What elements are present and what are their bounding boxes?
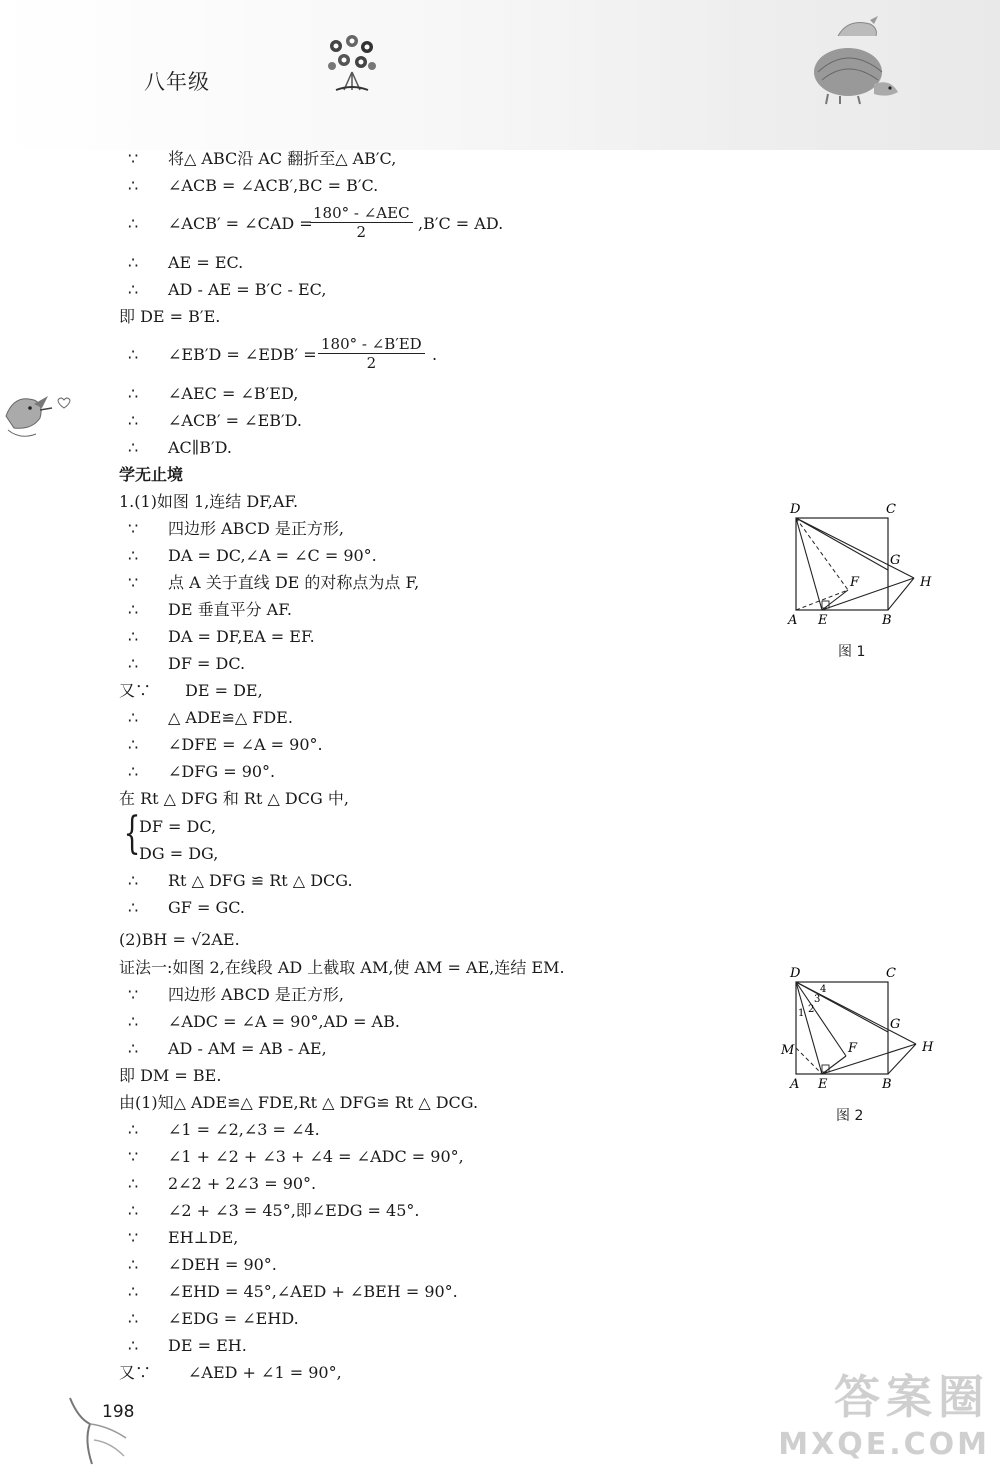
segment-dh	[796, 518, 914, 578]
line-text: DA = DC,∠A = ∠C = 90°.	[168, 546, 377, 565]
line-text: ∠1 = ∠2,∠3 = ∠4.	[168, 1120, 320, 1139]
line-symbol: ∴	[128, 546, 139, 565]
label-E: E	[818, 613, 828, 628]
square-abcd	[796, 982, 888, 1074]
line-symbol: ∴	[128, 214, 139, 233]
label-B: B	[882, 1077, 892, 1092]
flower-decoration-icon	[322, 32, 382, 94]
label-A: A	[790, 1077, 800, 1092]
line-symbol: ∴	[128, 1174, 139, 1193]
figure-2-caption: 图 2	[836, 1108, 864, 1124]
line-text: .	[432, 345, 438, 364]
line-symbol: 又∵	[119, 681, 152, 700]
segment-de	[796, 518, 822, 610]
label-E: E	[818, 1077, 828, 1092]
line-symbol: ∴	[128, 1120, 139, 1139]
system-brace: {	[123, 808, 141, 859]
label-F: F	[848, 1041, 858, 1056]
fraction-numerator: 180° - ∠AEC	[313, 204, 410, 222]
line-text: 点 A 关于直线 DE 的对称点为点 F,	[168, 573, 420, 592]
line-text: DG = DG,	[139, 844, 219, 863]
watermark	[778, 1361, 990, 1462]
label-angle-3: 3	[814, 994, 821, 1005]
line-text: ∠DFG = 90°.	[168, 762, 276, 781]
label-D: D	[790, 966, 801, 981]
label-H: H	[922, 1040, 934, 1055]
line-text: DE = EH.	[168, 1336, 247, 1355]
line-text: ∠EB′D = ∠EDB′ =	[168, 345, 317, 364]
page-number: 198	[102, 1402, 135, 1422]
fraction-1	[310, 204, 413, 241]
segment-df-dashed	[796, 518, 848, 590]
line-symbol: ∵	[128, 1228, 139, 1247]
line-text: AD - AM = AB - AE,	[168, 1039, 327, 1058]
label-angle-2: 2	[808, 1004, 815, 1015]
label-G: G	[890, 1017, 901, 1032]
figure-1-diagram	[784, 498, 944, 630]
line-symbol: ∴	[128, 600, 139, 619]
label-F: F	[850, 575, 860, 590]
line-symbol: ∵	[128, 985, 139, 1004]
line-symbol: ∴	[128, 735, 139, 754]
line-text: 1.(1)如图 1,连结 DF,AF.	[119, 492, 299, 511]
line-text: ∠ADC = ∠A = 90°,AD = AB.	[168, 1012, 400, 1031]
line-text: GF = GC.	[168, 898, 245, 917]
segment-eh	[822, 578, 914, 610]
line-symbol: ∴	[128, 280, 139, 299]
line-symbol: ∴	[128, 1012, 139, 1031]
line-symbol: ∴	[128, 384, 139, 403]
line-text: (2)BH = √2AE.	[119, 930, 240, 949]
line-symbol: ∴	[128, 1336, 139, 1355]
line-symbol: ∴	[128, 1201, 139, 1220]
figure-2-diagram	[778, 962, 944, 1094]
line-symbol: ∴	[128, 1282, 139, 1301]
line-text: ∠ACB = ∠ACB′,BC = B′C.	[168, 176, 379, 195]
line-symbol: ∴	[128, 762, 139, 781]
line-text: ∠2 + ∠3 = 45°,即∠EDG = 45°.	[168, 1201, 420, 1220]
line-text: ∠1 + ∠2 + ∠3 + ∠4 = ∠ADC = 90°,	[168, 1147, 464, 1166]
bird-decoration-icon	[0, 386, 72, 444]
line-text: 即 DE = B′E.	[119, 307, 221, 326]
line-text: 四边形 ABCD 是正方形,	[168, 985, 344, 1004]
line-text: ∠AEC = ∠B′ED,	[168, 384, 299, 403]
line-text: ∠EDG = ∠EHD.	[168, 1309, 299, 1328]
label-C: C	[886, 502, 896, 517]
line-text: 将△ ABC沿 AC 翻折至△ AB′C,	[168, 149, 397, 168]
label-A: A	[788, 613, 798, 628]
line-symbol: ∴	[128, 898, 139, 917]
label-C: C	[886, 966, 896, 981]
line-symbol: ∴	[128, 1309, 139, 1328]
line-text: △ ADE≌△ FDE.	[168, 708, 293, 727]
line-symbol: ∴	[128, 1039, 139, 1058]
line-symbol: ∴	[128, 654, 139, 673]
line-symbol: ∴	[128, 627, 139, 646]
line-text: DA = DF,EA = EF.	[168, 627, 315, 646]
line-symbol: ∴	[128, 176, 139, 195]
fraction-denominator: 2	[366, 354, 377, 372]
watermark-line-2: MXQE.COM	[778, 1427, 990, 1462]
line-symbol: ∴	[128, 253, 139, 272]
line-text: DF = DC,	[139, 817, 217, 836]
line-symbol: ∴	[128, 438, 139, 457]
fraction-denominator: 2	[356, 223, 367, 241]
line-text: DE 垂直平分 AF.	[168, 600, 292, 619]
line-text: ,B′C = AD.	[418, 214, 504, 233]
line-symbol: ∴	[128, 345, 139, 364]
line-symbol: ∴	[128, 708, 139, 727]
line-symbol: 又∵	[119, 1363, 152, 1382]
fraction-2	[318, 335, 425, 372]
line-symbol: ∵	[128, 149, 139, 168]
line-text: DE = DE,	[185, 681, 263, 700]
line-text: EH⊥DE,	[168, 1228, 239, 1247]
line-text: 在 Rt △ DFG 和 Rt △ DCG 中,	[119, 789, 349, 808]
line-text: ∠EHD = 45°,∠AED + ∠BEH = 90°.	[168, 1282, 458, 1301]
line-text: ∠AED + ∠1 = 90°,	[188, 1363, 342, 1382]
grade-label: 八年级	[144, 70, 210, 94]
line-text: 证法一:如图 2,在线段 AD 上截取 AM,使 AM = AE,连结 EM.	[119, 958, 565, 977]
label-H: H	[920, 575, 932, 590]
line-text: AE = EC.	[168, 253, 244, 272]
segment-dg	[796, 518, 888, 570]
line-text: ∠DFE = ∠A = 90°.	[168, 735, 323, 754]
label-G: G	[890, 553, 901, 568]
line-text: ∠ACB′ = ∠CAD =	[168, 214, 313, 233]
line-symbol: ∵	[128, 519, 139, 538]
label-M: M	[781, 1043, 795, 1058]
fraction-numerator: 180° - ∠B′ED	[321, 335, 422, 353]
line-text: 即 DM = BE.	[119, 1066, 222, 1085]
line-text: DF = DC.	[168, 654, 246, 673]
label-D: D	[790, 502, 801, 517]
square-abcd	[796, 518, 888, 610]
line-text: 由(1)知△ ADE≌△ FDE,Rt △ DFG≌ Rt △ DCG.	[119, 1093, 479, 1112]
line-symbol: ∵	[128, 573, 139, 592]
line-text: ∠DEH = 90°.	[168, 1255, 277, 1274]
line-symbol: ∵	[128, 1147, 139, 1166]
label-angle-4: 4	[820, 984, 827, 995]
label-angle-1: 1	[798, 1008, 805, 1019]
line-text: Rt △ DFG ≌ Rt △ DCG.	[168, 871, 353, 890]
line-text: AC∥B′D.	[168, 438, 232, 457]
hedgehog-decoration-icon	[808, 14, 904, 106]
label-B: B	[882, 613, 892, 628]
line-symbol: ∴	[128, 1255, 139, 1274]
watermark-line-1: 答案圈	[834, 1370, 990, 1424]
figure-1-caption: 图 1	[838, 644, 866, 660]
line-symbol: ∴	[128, 871, 139, 890]
line-text: 2∠2 + 2∠3 = 90°.	[168, 1174, 317, 1193]
segment-ef	[822, 590, 848, 610]
line-symbol: ∴	[128, 411, 139, 430]
line-text: 四边形 ABCD 是正方形,	[168, 519, 344, 538]
line-text: ∠ACB′ = ∠EB′D.	[168, 411, 302, 430]
line-text: AD - AE = B′C - EC,	[168, 280, 327, 299]
